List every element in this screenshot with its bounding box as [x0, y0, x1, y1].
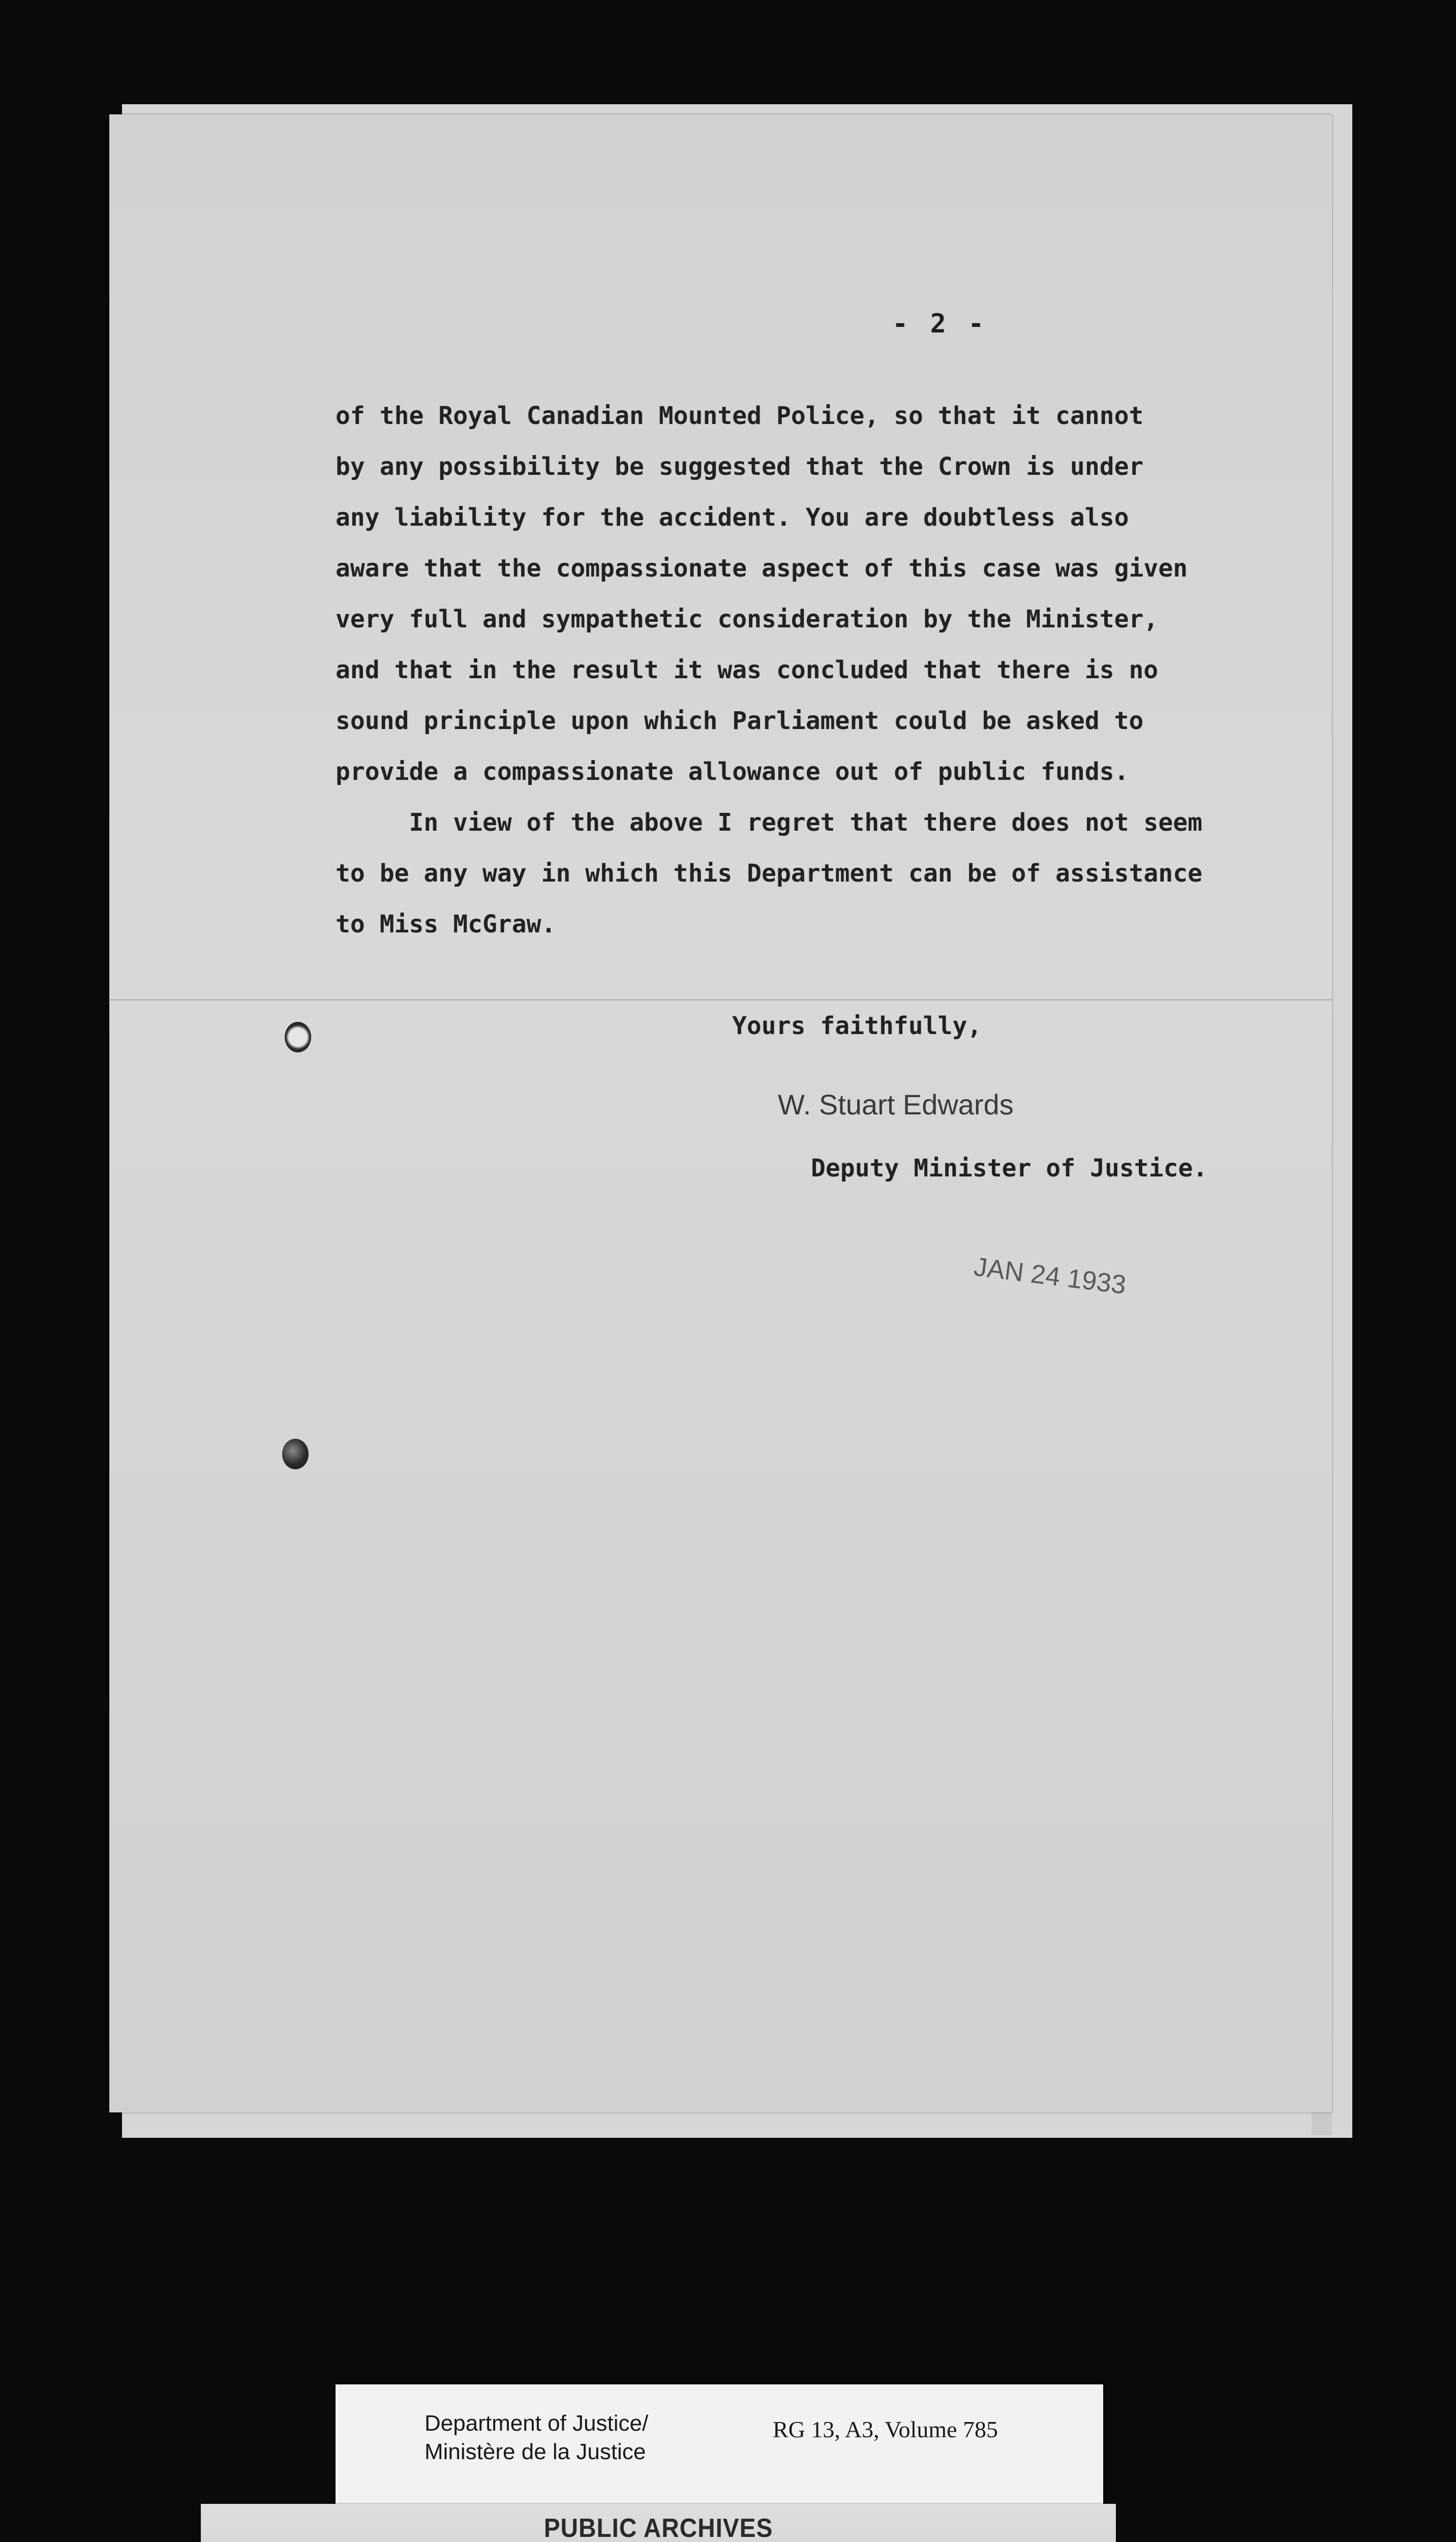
body-line: In view of the above I regret that there does not seem — [336, 808, 1203, 837]
closing: Yours faithfully, — [732, 1012, 982, 1040]
punch-hole-icon — [282, 1439, 309, 1469]
department-name-en: Department of Justice/ — [424, 2411, 649, 2436]
body-line: to be any way in which this Department can be of assistance — [336, 859, 1203, 888]
body-line: aware that the compassionate aspect of this case was given — [336, 554, 1188, 583]
signature: W. Stuart Edwards — [778, 1088, 1014, 1121]
page-fold — [109, 999, 1332, 1001]
signature-title: Deputy Minister of Justice. — [811, 1154, 1208, 1183]
body-line: very full and sympathetic consideration by the Minister, — [336, 605, 1159, 633]
body-line: of the Royal Canadian Mounted Police, so that it cannot — [336, 402, 1144, 430]
page-number: - 2 - — [892, 309, 987, 339]
body-line: to Miss McGraw. — [336, 910, 556, 939]
body-line: and that in the result it was concluded that there is no — [336, 656, 1159, 684]
department-name-fr: Ministère de la Justice — [424, 2439, 646, 2464]
archive-stamp-line: PUBLIC ARCHIVES — [543, 2514, 773, 2542]
letter-page — [109, 114, 1332, 2112]
body-line: by any possibility be suggested that the Crown is under — [336, 452, 1144, 481]
body-line: provide a compassionate allowance out of public funds. — [336, 758, 1129, 786]
punch-hole-icon — [285, 1022, 311, 1052]
date-stamp: JAN 24 1933 — [972, 1252, 1128, 1300]
body-line: sound principle upon which Parliament could be asked to — [336, 707, 1144, 735]
body-line: any liability for the accident. You are doubtless also — [336, 503, 1129, 532]
archive-stamp-label — [201, 2504, 1116, 2542]
archive-reference-label — [336, 2384, 1103, 2504]
record-group-reference: RG 13, A3, Volume 785 — [773, 2416, 998, 2442]
